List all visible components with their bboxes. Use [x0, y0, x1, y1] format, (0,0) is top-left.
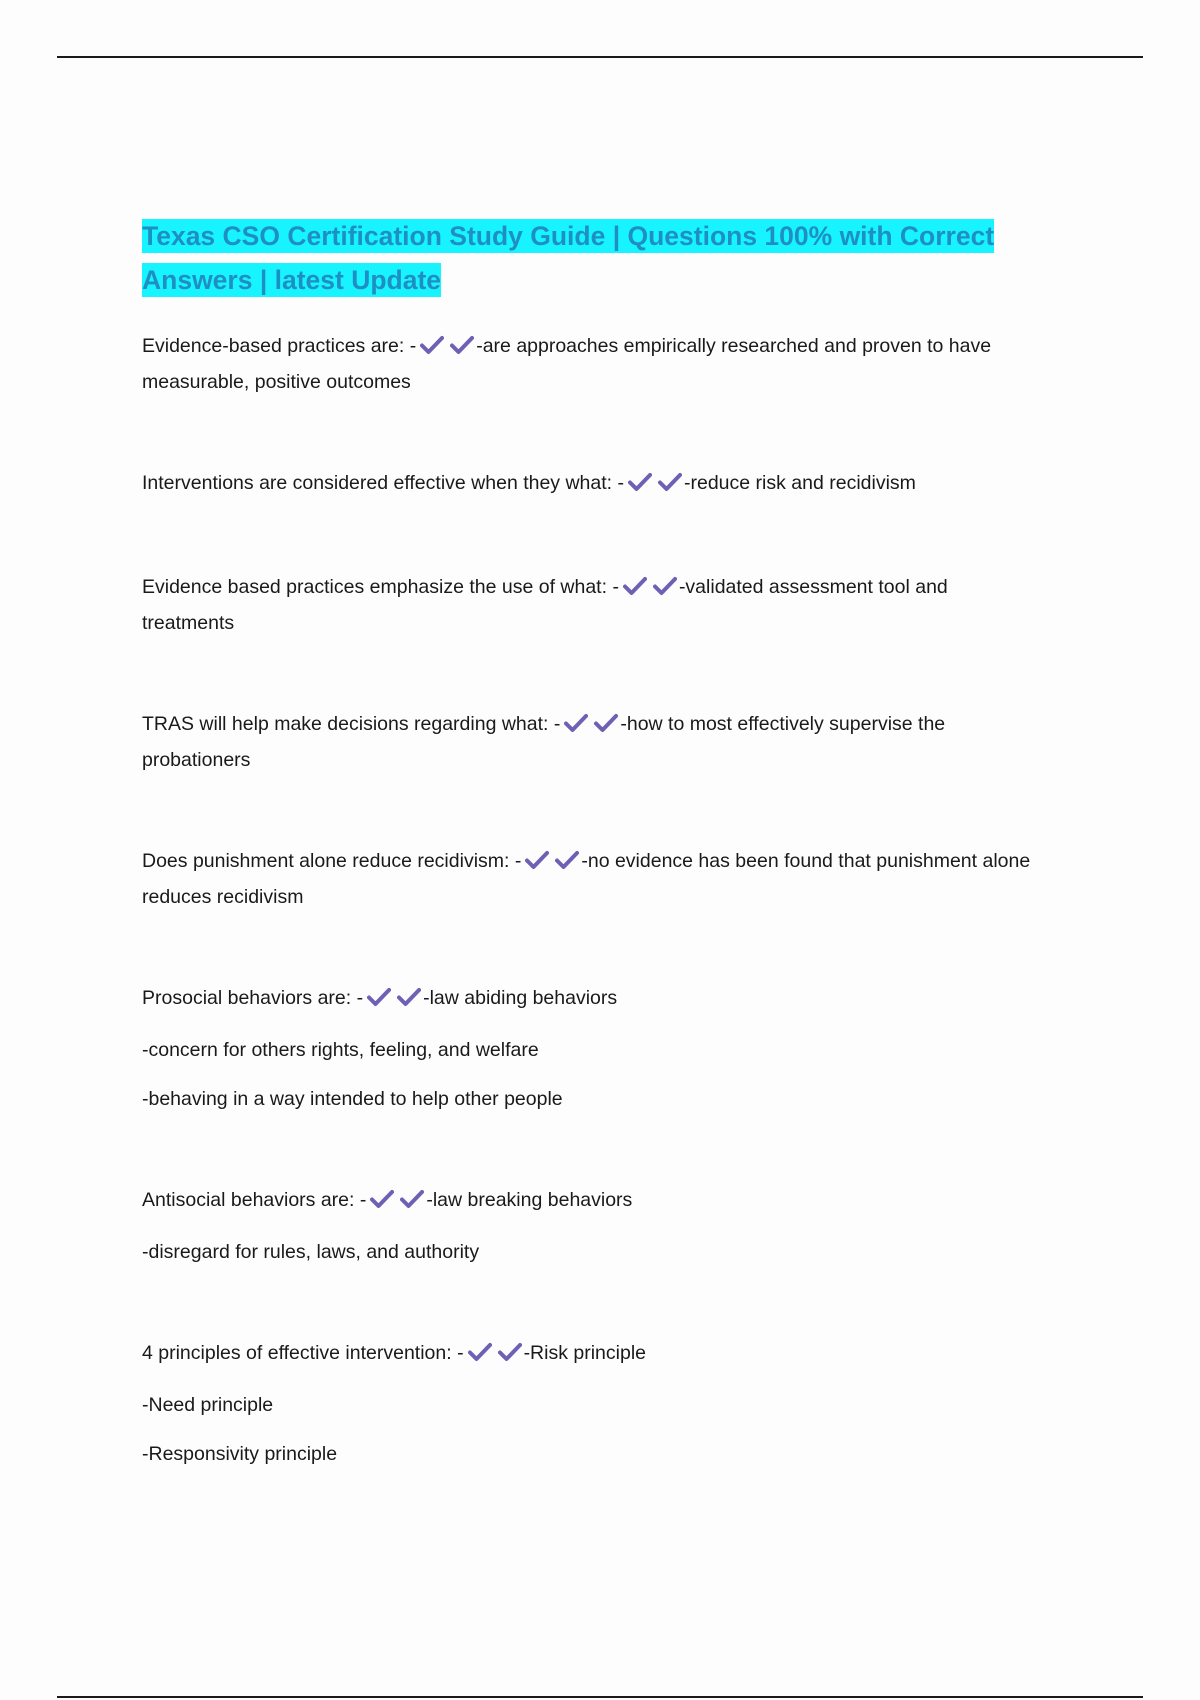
qa-item: [142, 708, 1042, 777]
question-text: Evidence based practices emphasize the use of what: -: [142, 576, 619, 598]
qa-item: [142, 982, 1042, 1116]
question-text: Does punishment alone reduce recidivism: -: [142, 850, 522, 872]
answer-text: -validated assessment tool and treatments: [142, 576, 948, 634]
qa-line: [142, 571, 1042, 640]
check-icon: [400, 1189, 424, 1209]
document-title: [142, 214, 1042, 302]
question-text: Antisocial behaviors are: -: [142, 1189, 367, 1211]
qa-line: [142, 708, 1042, 777]
qa-item: [142, 1337, 1042, 1471]
check-icon: [420, 335, 444, 355]
check-icon: [594, 713, 618, 733]
answer-continuation: -behaving in a way intended to help other people: [142, 1088, 563, 1110]
check-icon: [450, 335, 474, 355]
check-icon: [397, 987, 421, 1007]
title-highlight: Texas CSO Certification Study Guide | Questions 100% with Correct Answers | latest Update: [142, 221, 995, 295]
question-text: 4 principles of effective intervention: -: [142, 1342, 464, 1364]
qa-list: [142, 330, 1042, 1471]
answer-continuation: -concern for others rights, feeling, and welfare: [142, 1039, 539, 1061]
answer-text: -are approaches empirically researched and proven to have measurable, positive outcomes: [142, 335, 992, 393]
question-text: Interventions are considered effective when they what: -: [142, 472, 624, 494]
answer-text: -law abiding behaviors: [423, 987, 618, 1009]
check-icon: [623, 576, 647, 596]
footer-rule: [57, 1696, 1143, 1698]
answer-text: -no evidence has been found that punishment alone reduces recidivism: [142, 850, 1031, 908]
check-icon: [564, 713, 588, 733]
qa-item: [142, 845, 1042, 914]
qa-line: [142, 845, 1042, 914]
double-check-icon: [367, 985, 421, 1018]
document-content: [142, 214, 1042, 1471]
qa-line: [142, 467, 1042, 503]
check-icon: [555, 850, 579, 870]
check-icon: [658, 472, 682, 492]
qa-line: [142, 1184, 1042, 1220]
answer-continuation: -Responsivity principle: [142, 1443, 338, 1465]
question-text: Evidence-based practices are: -: [142, 335, 417, 357]
question-text: Prosocial behaviors are: -: [142, 987, 364, 1009]
double-check-icon: [468, 1340, 522, 1373]
double-check-icon: [623, 574, 677, 607]
qa-item: [142, 1184, 1042, 1269]
question-text: TRAS will help make decisions regarding what: -: [142, 713, 561, 735]
qa-item: [142, 467, 1042, 503]
header-rule: [57, 56, 1143, 58]
check-icon: [367, 987, 391, 1007]
check-icon: [525, 850, 549, 870]
check-icon: [628, 472, 652, 492]
qa-line: [142, 330, 1042, 399]
check-icon: [370, 1189, 394, 1209]
double-check-icon: [370, 1187, 424, 1220]
qa-line: [142, 1337, 1042, 1373]
answer-continuation: -disregard for rules, laws, and authority: [142, 1241, 480, 1263]
double-check-icon: [628, 470, 682, 503]
check-icon: [498, 1342, 522, 1362]
check-icon: [468, 1342, 492, 1362]
double-check-icon: [420, 333, 474, 366]
answer-text: -Risk principle: [523, 1342, 647, 1364]
qa-item: [142, 330, 1042, 399]
double-check-icon: [525, 848, 579, 881]
answer-text: -reduce risk and recidivism: [684, 472, 916, 494]
answer-continuation: -Need principle: [142, 1394, 274, 1416]
double-check-icon: [564, 711, 618, 744]
answer-text: -law breaking behaviors: [426, 1189, 633, 1211]
qa-item: [142, 571, 1042, 640]
check-icon: [653, 576, 677, 596]
answer-text: -how to most effectively supervise the probationers: [142, 713, 946, 771]
qa-line: [142, 982, 1042, 1018]
